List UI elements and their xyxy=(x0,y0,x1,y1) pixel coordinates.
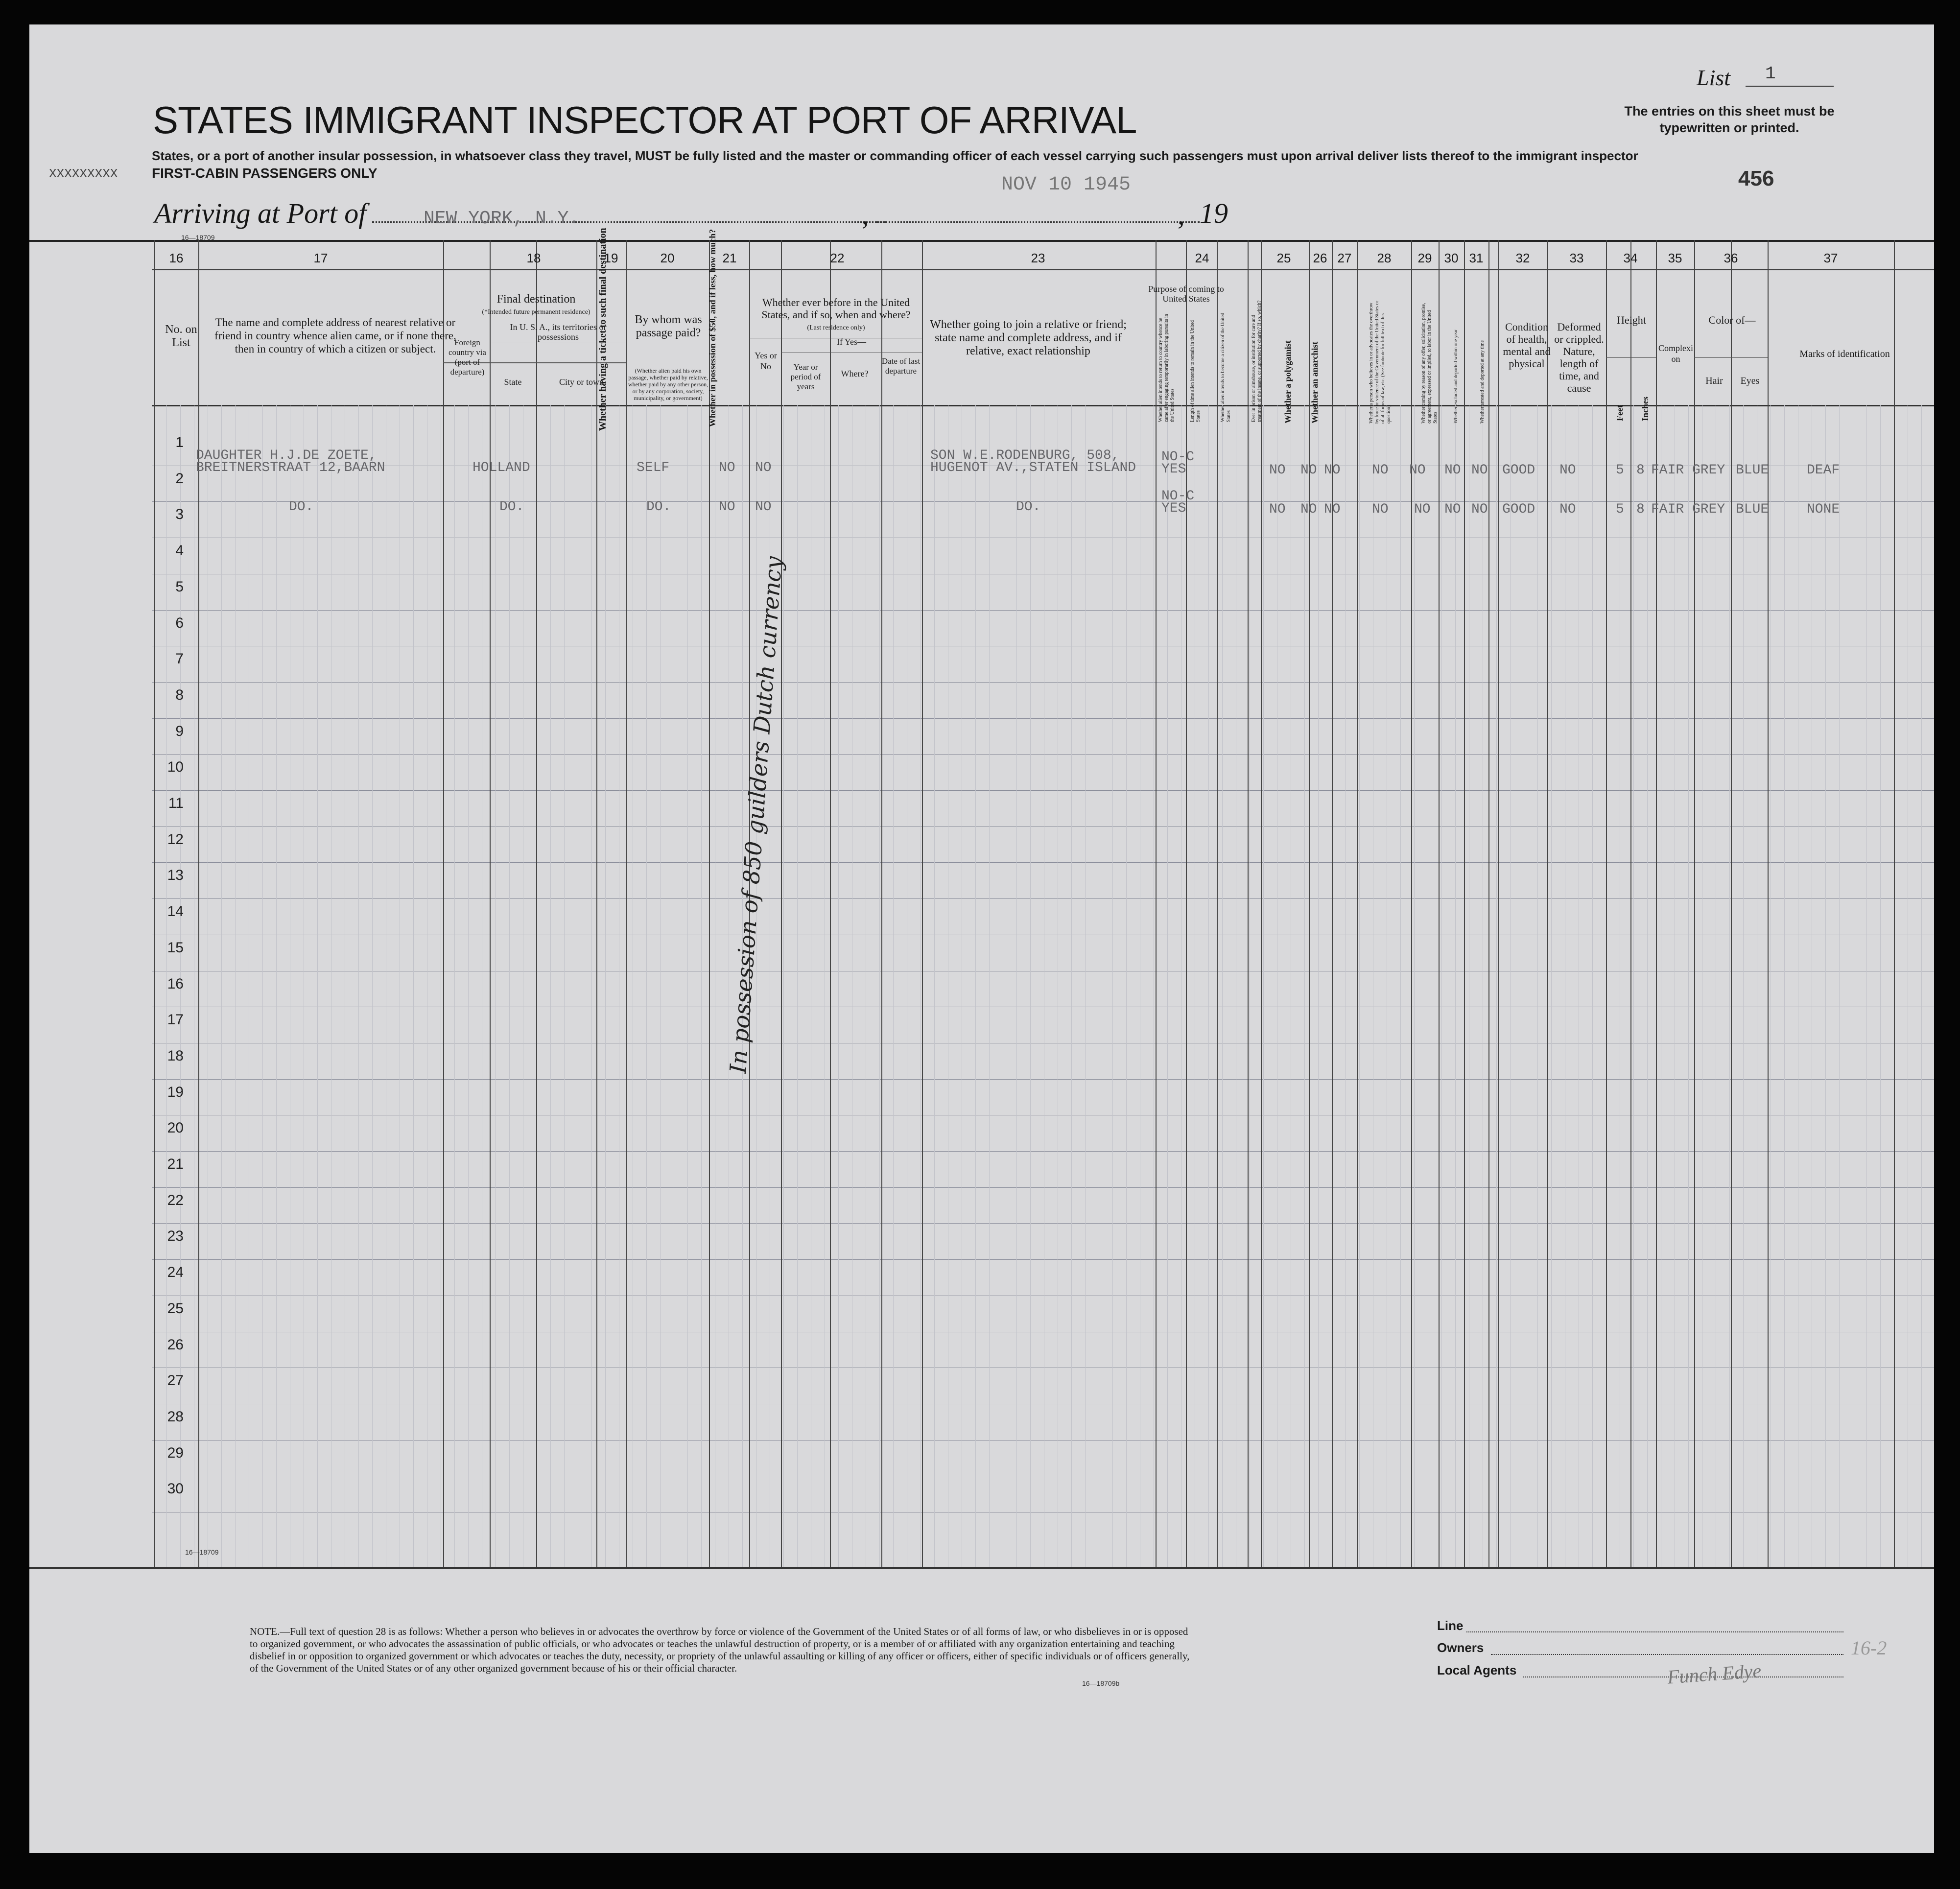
row2-has-50: NO xyxy=(719,499,735,515)
column-number: 25 xyxy=(1276,251,1291,265)
col16-header: No. on List xyxy=(165,323,197,349)
row-number: 5 xyxy=(175,579,184,595)
footnote-form-id: 16—18709b xyxy=(1082,1679,1120,1687)
col22-date-boundary xyxy=(881,240,882,1567)
row-number: 1 xyxy=(175,434,184,450)
row-number: 3 xyxy=(175,506,184,522)
row1-purpose-2: YES xyxy=(1161,462,1186,477)
col34-feet-header: Feet xyxy=(1615,405,1625,421)
col18-state-boundary xyxy=(490,240,491,1567)
form-id-bottom: 16—18709 xyxy=(185,1548,219,1556)
column-number: 30 xyxy=(1444,251,1459,265)
col24-a-boundary xyxy=(1156,240,1157,1567)
row1-prison: NO xyxy=(1269,463,1286,478)
sheet-number: 456 xyxy=(1738,166,1774,190)
row-number: 28 xyxy=(167,1409,184,1425)
list-number: 1 xyxy=(1765,64,1776,84)
col18-foreign-header: Foreign country via (port of departure) xyxy=(449,338,486,377)
grid-guide xyxy=(1510,405,1511,1567)
owners-underline xyxy=(1491,1654,1843,1655)
col22-years-header: Year or period of years xyxy=(790,362,821,391)
row-number: 16 xyxy=(167,976,184,992)
column-number: 33 xyxy=(1569,251,1584,265)
col25-header: Ever in prison or almshouse, or institution for care and treatment of the insane, or supported by charity? If so, which? xyxy=(1251,300,1262,422)
row-rule xyxy=(152,826,1934,827)
row1-q31: NO xyxy=(1471,463,1488,478)
row-number: 12 xyxy=(167,831,184,848)
row2-health: GOOD xyxy=(1502,502,1535,517)
grid-guide xyxy=(1222,405,1223,1567)
row1-q30: NO xyxy=(1444,463,1461,478)
col34-feet-boundary xyxy=(1606,240,1607,1567)
row1-paid-by: SELF xyxy=(637,460,670,475)
row1-inches: 8 xyxy=(1636,463,1645,478)
grid-guide xyxy=(1729,405,1730,1567)
col22-header: Whether ever before in the United States, and if so, when and where? xyxy=(761,296,911,321)
col34-header: Height xyxy=(1617,314,1646,326)
col17-header: The name and complete address of nearest relative or friend in country whence alien came, or if none there, then in country of which a citizen or subject. xyxy=(214,316,456,355)
col30-boundary xyxy=(1439,240,1440,1567)
column-number: 21 xyxy=(722,251,737,265)
column-number: 26 xyxy=(1313,251,1327,265)
col33-header: Deformed or crippled. Nature, length of time, and cause xyxy=(1554,321,1604,394)
col23-boundary xyxy=(922,240,923,1567)
grid-guide xyxy=(413,405,414,1567)
row-number: 25 xyxy=(167,1300,184,1317)
row1-relative-line2: BREITNERSTRAAT 12,BAARN xyxy=(196,460,385,475)
grid-guide xyxy=(1921,405,1922,1567)
grid-guide xyxy=(1537,405,1538,1567)
row2-q28: NO xyxy=(1372,502,1389,517)
grid-guide xyxy=(1784,405,1785,1567)
grid-guide xyxy=(975,405,976,1567)
crossed-out-text: XXXXXXXXX xyxy=(49,166,118,181)
col18-header: Final destination xyxy=(496,293,576,306)
col29-boundary xyxy=(1411,240,1412,1567)
col22-date-header: Date of last departure xyxy=(881,356,921,376)
owners-label: Owners xyxy=(1437,1640,1484,1655)
col18-usa-header: In U. S. A., its territories or possessions xyxy=(510,322,607,342)
row-rule xyxy=(152,1259,1934,1260)
grid-guide xyxy=(1016,405,1017,1567)
grid-guide xyxy=(1592,405,1593,1567)
col32-header: Condition of health, mental and physical xyxy=(1503,321,1551,370)
col27-header: Whether an anarchist xyxy=(1310,341,1320,424)
row1-marks: DEAF xyxy=(1807,463,1840,478)
col18-state-header: State xyxy=(504,377,522,387)
column-number: 16 xyxy=(169,251,184,265)
row1-foreign-country: HOLLAND xyxy=(472,460,530,475)
row1-health: GOOD xyxy=(1502,463,1535,478)
col21-header: Whether in possession of $50, and if less, how much? xyxy=(708,229,717,427)
row-number: 26 xyxy=(167,1337,184,1353)
col38-boundary xyxy=(1894,240,1895,1567)
col25a-boundary xyxy=(1248,240,1249,1567)
col19-boundary xyxy=(596,240,597,1567)
line-label: Line xyxy=(1437,1618,1464,1633)
col37-boundary xyxy=(1768,240,1769,1567)
row-number: 7 xyxy=(175,651,184,667)
row-rule xyxy=(152,1187,1934,1188)
row2-q30: NO xyxy=(1444,502,1461,517)
grid-guide xyxy=(1496,405,1497,1567)
grid-guide xyxy=(660,405,661,1567)
row-rule xyxy=(152,1223,1934,1224)
form-id: 16—18709 xyxy=(181,234,215,241)
grid-guide xyxy=(1400,405,1401,1567)
col22-where-header: Where? xyxy=(841,369,869,378)
col36-eyes-boundary xyxy=(1731,240,1732,1567)
row1-q29: NO xyxy=(1409,463,1426,478)
row-number: 23 xyxy=(167,1228,184,1244)
grid-guide xyxy=(1441,405,1442,1567)
col22-years-boundary xyxy=(781,240,782,1567)
row-rule xyxy=(152,1079,1934,1080)
col34-inches-boundary xyxy=(1630,240,1631,1567)
col18-note: (*Intended future permanent residence) xyxy=(482,308,590,316)
grid-guide xyxy=(646,405,647,1567)
grid-guide xyxy=(701,405,702,1567)
arrival-date-stamp: NOV 10 1945 xyxy=(1001,174,1131,196)
grid-guide xyxy=(591,405,592,1567)
row-number: 22 xyxy=(167,1192,184,1208)
col33-boundary xyxy=(1547,240,1548,1567)
row2-joining: DO. xyxy=(1016,499,1041,515)
col31-boundary xyxy=(1488,240,1489,1567)
row-number: 17 xyxy=(167,1012,184,1028)
grid-guide xyxy=(564,405,565,1567)
grid-guide xyxy=(550,405,551,1567)
row1-joining-line2: HUGENOT AV.,STATEN ISLAND xyxy=(930,460,1136,475)
date-underline xyxy=(876,221,1200,223)
column-number: 34 xyxy=(1623,251,1638,265)
grid-guide xyxy=(797,405,798,1567)
col24-b-boundary xyxy=(1186,240,1187,1567)
row-number: 20 xyxy=(167,1120,184,1136)
column-number: 32 xyxy=(1515,251,1530,265)
col24-c-boundary xyxy=(1217,240,1218,1567)
col31a-boundary xyxy=(1464,240,1465,1567)
line-underline xyxy=(1466,1631,1843,1632)
column-number: 20 xyxy=(660,251,675,265)
row2-q31: NO xyxy=(1471,502,1488,517)
handwritten-currency-note: In possession of 850 guilders Dutch currency xyxy=(725,555,787,1074)
grid-guide xyxy=(468,405,469,1567)
col34-inches-header: Inches xyxy=(1640,396,1650,421)
col18-city-boundary xyxy=(536,240,537,1567)
grid-guide xyxy=(605,405,606,1567)
manifest-sheet xyxy=(29,24,1934,1853)
row1-joining-line1: SON W.E.RODENBURG, 508, xyxy=(930,448,1120,463)
row2-polygamist: NO xyxy=(1300,502,1317,517)
grid-guide xyxy=(276,405,277,1567)
col28-header: Whether a person who believes in or advocates the overthrow by force or violence of the Government of the United States or of all forms of law, etc. (See footnote for full text of this question) xyxy=(1369,301,1392,424)
grid-guide xyxy=(1633,405,1634,1567)
row2-deformed: NO xyxy=(1559,502,1576,517)
row1-complexion: FAIR xyxy=(1651,463,1684,478)
row1-q28: NO xyxy=(1372,463,1389,478)
grid-guide xyxy=(1839,405,1840,1567)
grid-guide xyxy=(1208,405,1209,1567)
col21-boundary xyxy=(709,240,710,1567)
row-rule xyxy=(152,682,1934,683)
row-rule xyxy=(152,610,1934,611)
row2-marks: NONE xyxy=(1807,502,1840,517)
col20-note: (Whether alien paid his own passage, whether paid by relative, whether paid by any other person, or by any corporation, society, municipality, or government) xyxy=(628,367,708,401)
entries-note: The entries on this sheet must be typewritten or printed. xyxy=(1624,104,1835,135)
col31-header: Whether arrested and deported at any time xyxy=(1480,340,1485,424)
row-rule xyxy=(152,790,1934,791)
row2-before-us: NO xyxy=(755,499,772,515)
grid-guide xyxy=(1112,405,1113,1567)
grid-guide xyxy=(1085,405,1086,1567)
row-number: 19 xyxy=(167,1084,184,1100)
row-number: 18 xyxy=(167,1048,184,1064)
grid-guide xyxy=(1647,405,1648,1567)
row2-paid-by: DO. xyxy=(646,499,671,515)
column-number: 36 xyxy=(1724,251,1738,265)
row-number: 30 xyxy=(167,1481,184,1497)
column-number: 37 xyxy=(1823,251,1838,265)
comma: , xyxy=(1178,199,1185,231)
arriving-label: Arriving at Port of xyxy=(154,197,367,229)
col34-rule xyxy=(1606,357,1656,358)
row-number: 11 xyxy=(168,795,184,811)
col22-note: (Last residence only) xyxy=(807,324,865,331)
grid-guide xyxy=(235,405,236,1567)
grid-guide xyxy=(221,405,222,1567)
col20-header: By whom was passage paid? xyxy=(635,313,702,339)
column-number: 31 xyxy=(1469,251,1484,265)
column-number: 29 xyxy=(1417,251,1432,265)
comma: , xyxy=(862,199,869,231)
column-number: 23 xyxy=(1031,251,1045,265)
col24-c-header: Whether alien intends to become a citizen of the United States xyxy=(1220,313,1231,422)
row-number: 9 xyxy=(175,723,184,739)
row1-has-50: NO xyxy=(719,460,735,475)
instructions-line: States, or a port of another insular possession, in whatsoever class they travel, MUST be fully listed and the master or commanding officer of each vessel carrying such passengers must upon arrival deliver lists thereof to the immigrant inspector xyxy=(152,148,1638,163)
grid-guide xyxy=(1414,405,1415,1567)
row2-purpose-1: NO-C xyxy=(1161,489,1195,504)
question-28-footnote: NOTE.—Full text of question 28 is as follows: Whether a person who believes in or advocates the overthrow by force or violence of the Government of the United States or of all forms of law, or who disbelieves in or is opposed to organized government, or who advocates the assassination of public officials, or who advocates or teaches the unlawful destruction of property, or is a member of or affiliated with any organization entertaining and teaching disbelief in or opposition to organized government or which advocates or teaches the duty, necessity, or propriety of the unlawful assaulting or killing of any officer or officers, either of specific individuals or of officers generally, of the Government of the United States or of any other organized government because of his or their official character. xyxy=(250,1626,1190,1674)
grid-guide xyxy=(1866,405,1867,1567)
row-number: 8 xyxy=(175,687,184,703)
row2-eyes: BLUE xyxy=(1736,502,1769,517)
grid-guide xyxy=(989,405,990,1567)
grid-guide xyxy=(1455,405,1456,1567)
margin-pencil-mark: 16-2 xyxy=(1851,1637,1887,1659)
column-number: 18 xyxy=(526,251,541,265)
col24-header: Purpose of coming to United States xyxy=(1148,284,1224,304)
column-number: 22 xyxy=(830,251,845,265)
grid-guide xyxy=(1359,405,1360,1567)
header-bottom-rule xyxy=(152,405,1934,406)
row-rule xyxy=(152,862,1934,863)
col32-boundary xyxy=(1498,240,1499,1567)
grid-guide xyxy=(1030,405,1031,1567)
col27-boundary xyxy=(1332,240,1333,1567)
col22-ifyes-header: If Yes— xyxy=(836,337,866,347)
grid-guide xyxy=(1167,405,1168,1567)
grid-guide xyxy=(1880,405,1881,1567)
row-number: 27 xyxy=(167,1372,184,1389)
col37-header: Marks of identification xyxy=(1799,349,1890,359)
grid-guide xyxy=(262,405,263,1567)
col25-boundary xyxy=(1261,240,1262,1567)
port-value: NEW YORK, N.Y. xyxy=(424,208,580,229)
col26-boundary xyxy=(1309,240,1310,1567)
row-rule xyxy=(152,898,1934,899)
grid-guide xyxy=(509,405,510,1567)
grid-guide xyxy=(687,405,688,1567)
col24-a-header: Whether alien intends to return to country whence he came after engaging temporarily in laboring pursuits in the United States xyxy=(1158,314,1175,422)
row-number: 21 xyxy=(167,1156,184,1172)
row-number: 14 xyxy=(167,903,184,920)
row-number: 6 xyxy=(175,615,184,631)
col36-eyes-header: Eyes xyxy=(1740,376,1760,386)
row2-q29: NO xyxy=(1414,502,1431,517)
col35-header: Complexion xyxy=(1658,343,1693,364)
row2-anarchist: NO xyxy=(1324,502,1341,517)
row-rule xyxy=(152,1151,1934,1152)
row2-relative: DO. xyxy=(289,499,314,515)
grid-guide xyxy=(838,405,839,1567)
column-number: 35 xyxy=(1668,251,1682,265)
col22-where-boundary xyxy=(830,240,831,1567)
col36-header: Color of— xyxy=(1708,314,1756,326)
row1-polygamist: NO xyxy=(1300,463,1317,478)
col36-hair-boundary xyxy=(1694,240,1695,1567)
row-number: 13 xyxy=(167,867,184,883)
row2-inches: 8 xyxy=(1636,502,1645,517)
grid-guide xyxy=(934,405,935,1567)
row-rule xyxy=(152,754,1934,755)
row1-purpose-1: NO-C xyxy=(1161,449,1195,465)
col22-yesno-header: Yes or No xyxy=(755,351,777,371)
local-agents-label: Local Agents xyxy=(1437,1663,1517,1677)
col24-b-header: Length of time alien intends to remain in the United States xyxy=(1190,320,1201,422)
col29-header: Whether coming by reason of any offer, solicitation, promise, or agreement, expressed or implied, to labor in the United States xyxy=(1421,303,1438,424)
col20-boundary xyxy=(626,240,627,1567)
column-number: 27 xyxy=(1337,251,1352,265)
list-underline xyxy=(1746,86,1834,87)
row1-before-us: NO xyxy=(755,460,772,475)
row-number: 24 xyxy=(167,1264,184,1280)
grid-guide xyxy=(1263,405,1264,1567)
row1-relative-line1: DAUGHTER H.J.DE ZOETE, xyxy=(196,448,377,463)
col28-boundary xyxy=(1357,240,1358,1567)
col36-rule xyxy=(1694,357,1768,358)
row2-complexion: FAIR xyxy=(1651,502,1684,517)
row1-anarchist: NO xyxy=(1324,463,1341,478)
row-number: 15 xyxy=(167,940,184,956)
row-number: 4 xyxy=(175,543,184,559)
row2-foreign-country: DO. xyxy=(499,499,524,515)
row1-feet: 5 xyxy=(1616,463,1624,478)
table-top-rule xyxy=(29,240,1934,242)
grid-guide xyxy=(372,405,373,1567)
row-number: 2 xyxy=(175,471,184,487)
row1-deformed: NO xyxy=(1559,463,1576,478)
row2-feet: 5 xyxy=(1616,502,1624,517)
passenger-class-label: FIRST-CABIN PASSENGERS ONLY xyxy=(152,165,378,181)
col30-header: Whether excluded and deported within one year xyxy=(1453,329,1459,424)
column-number: 19 xyxy=(604,251,618,265)
column-number: 17 xyxy=(313,251,328,265)
row1-eyes: BLUE xyxy=(1736,463,1769,478)
col17-boundary xyxy=(198,240,199,1567)
grid-guide xyxy=(1304,405,1305,1567)
grid-guide xyxy=(1551,405,1552,1567)
page-title: STATES IMMIGRANT INSPECTOR AT PORT OF ARRIVAL xyxy=(153,98,1137,142)
col26-header: Whether a polygamist xyxy=(1283,340,1293,424)
local-agents-signature: Funch Edye xyxy=(1666,1659,1762,1688)
col36-hair-header: Hair xyxy=(1705,376,1723,386)
grid-guide xyxy=(1688,405,1689,1567)
list-label: List xyxy=(1697,65,1731,90)
col35-boundary xyxy=(1656,240,1657,1567)
grid-guide xyxy=(879,405,880,1567)
column-number: 28 xyxy=(1377,251,1392,265)
row2-purpose-2: YES xyxy=(1161,501,1186,516)
col23-header: Whether going to join a relative or friend; state name and complete address, and if relative, exact relationship xyxy=(930,318,1127,357)
grid-guide xyxy=(1825,405,1826,1567)
grid-guide xyxy=(454,405,455,1567)
grid-guide xyxy=(1743,405,1744,1567)
col18-city-header: City or town xyxy=(559,377,604,387)
column-number: 24 xyxy=(1195,251,1209,265)
grid-guide xyxy=(358,405,359,1567)
column-number-rule xyxy=(152,269,1934,270)
row-number: 29 xyxy=(167,1445,184,1461)
grid-guide xyxy=(317,405,318,1567)
grid-guide xyxy=(1126,405,1127,1567)
row-rule xyxy=(152,718,1934,719)
grid-guide xyxy=(893,405,894,1567)
grid-guide xyxy=(1071,405,1072,1567)
grid-guide xyxy=(1318,405,1319,1567)
col19-header: Whether having a ticket to such final destination xyxy=(597,228,608,431)
year-prefix: 19 xyxy=(1200,197,1228,229)
row1-hair: GREY xyxy=(1692,463,1725,478)
row2-hair: GREY xyxy=(1692,502,1725,517)
row2-prison: NO xyxy=(1269,502,1286,517)
table-bottom-rule xyxy=(29,1567,1934,1569)
row-number: 10 xyxy=(167,759,184,775)
col18-foreign-boundary xyxy=(443,240,444,1567)
